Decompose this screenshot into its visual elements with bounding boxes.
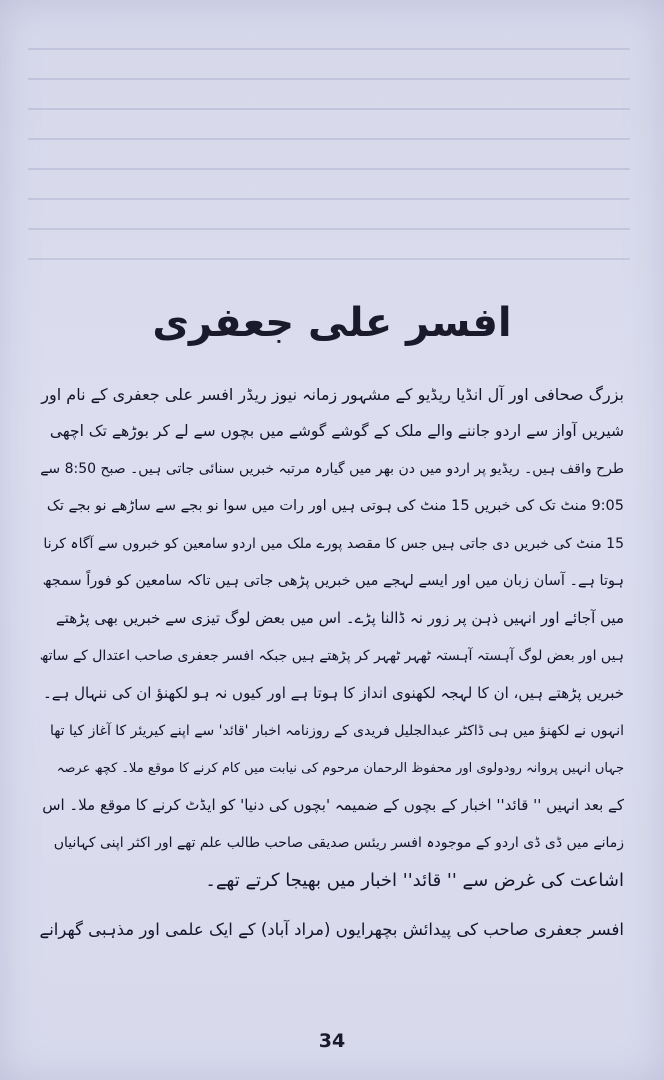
text-line: کے بعد انہیں '' قائد'' اخبار کے بچوں کے ضمیمہ 'بچوں کی دنیا' کو ایڈٹ کرنے کا موقع ملا۔ اس (42, 796, 624, 815)
text-line: اشاعت کی غرض سے '' قائد'' اخبار میں بھیجا کرتے تھے۔ (205, 870, 624, 892)
page-number: 34 (318, 1030, 346, 1052)
text-line: افسر جعفری صاحب کی پیدائش بچھرایوں (مراد آباد) کے ایک علمی اور مذہبی گھرانے (40, 920, 624, 940)
text-line: ہوتا ہے۔ آسان زبان میں اور ایسے لہجے میں خبریں پڑھی جاتی ہیں تاکہ سامعین کو فوراً سمجھ (42, 572, 624, 589)
text-line: 15 منٹ کی خبریں دی جاتی ہیں جس کا مقصد پورے ملک میں اردو سامعین کو خبروں سے آگاہ کرنا (43, 535, 624, 552)
text-line: طرح واقف ہیں۔ ریڈیو پر اردو میں دن بھر میں گیارہ مرتبہ خبریں سنائی جاتی ہیں۔ صبح 8:50 سے (40, 460, 624, 477)
text-line: ہیں اور بعض لوگ آہستہ آہستہ ٹھہر ٹھہر کر پڑھتے ہیں جبکہ افسر جعفری صاحب اعتدال کے ساتھ (40, 647, 624, 664)
text-line: زمانے میں ڈی ڈی اردو کے موجودہ افسر ریئس صدیقی صاحب طالب علم تھے اور اکثر اپنی کہانیاں (53, 834, 624, 851)
bleed-through-text (28, 20, 630, 290)
text-line: بزرگ صحافی اور آل انڈیا ریڈیو کے مشہور زمانہ نیوز ریڈر افسر علی جعفری کے نام اور (41, 385, 624, 404)
text-line: جہاں انہیں پروانہ رودولوی اور محفوظ الرحمان مرحوم کی نیابت میں کام کرنے کا موقع ملا۔ کچھ عرصہ (56, 760, 624, 776)
text-line: 9:05 منٹ تک کی خبریں 15 منٹ کی ہوتی ہیں اور رات میں سوا نو بجے سے ساڑھے نو بجے تک (46, 498, 624, 515)
page-title: افسر علی جعفری (152, 300, 512, 346)
body-text (40, 376, 624, 949)
text-line: خبریں پڑھتے ہیں، ان کا لہجہ لکھنوی انداز کا ہوتا ہے اور کیوں نہ ہو لکھنؤ ان کی ننہال ہے۔ (42, 684, 624, 703)
text-line: شیریں آواز سے اردو جاننے والے ملک کے گوشے گوشے میں بچوں سے لے کر بوڑھے تک اچھی (49, 422, 624, 441)
text-line: میں آجائے اور انہیں ذہن پر زور نہ ڈالنا پڑے۔ اس میں بعض لوگ تیزی سے خبریں بھی پڑھتے (55, 609, 624, 628)
text-line: انہوں نے لکھنؤ میں ہی ڈاکٹر عبدالجلیل فریدی کے روزنامہ اخبار 'قائد' سے اپنے کیریئر کا آغاز کیا تھا (49, 722, 624, 739)
